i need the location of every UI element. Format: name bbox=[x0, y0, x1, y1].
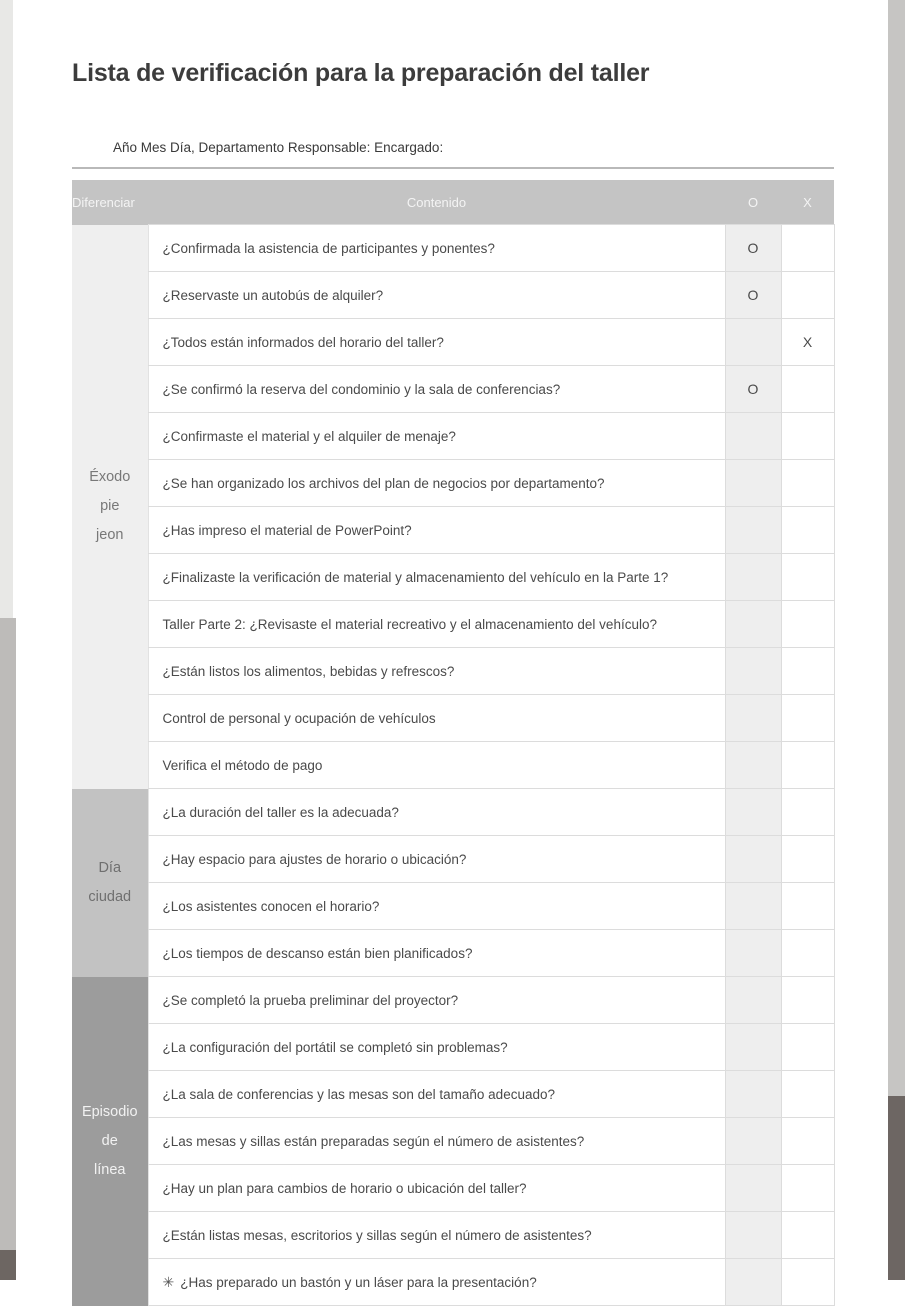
checkbox-cell-o[interactable] bbox=[725, 1259, 781, 1306]
checklist-item-text: ¿Confirmaste el material y el alquiler de menaje? bbox=[148, 413, 725, 460]
column-header-mark-x: X bbox=[781, 180, 834, 225]
table-row bbox=[72, 789, 834, 836]
checkbox-cell-x[interactable] bbox=[781, 413, 834, 460]
column-header-mark-o: O bbox=[725, 180, 781, 225]
checkbox-cell-x[interactable] bbox=[781, 1118, 834, 1165]
checkbox-cell-x[interactable] bbox=[781, 977, 834, 1024]
table-row bbox=[72, 366, 834, 413]
checkbox-cell-x[interactable] bbox=[781, 883, 834, 930]
checkbox-cell-o[interactable] bbox=[725, 413, 781, 460]
table-header-row bbox=[72, 180, 834, 225]
checklist-item-text: ¿Hay un plan para cambios de horario o ubicación del taller? bbox=[148, 1165, 725, 1212]
table-row bbox=[72, 1259, 834, 1306]
checklist-item-text: ¿Se completó la prueba preliminar del proyector? bbox=[148, 977, 725, 1024]
checkbox-cell-x[interactable] bbox=[781, 1071, 834, 1118]
checkbox-cell-x[interactable] bbox=[781, 742, 834, 789]
checkbox-cell-o[interactable] bbox=[725, 883, 781, 930]
table-row bbox=[72, 1118, 834, 1165]
checkbox-cell-x[interactable] bbox=[781, 1165, 834, 1212]
document-page bbox=[16, 0, 888, 1290]
row-group-label: Éxodo pie jeon bbox=[72, 225, 148, 789]
checkbox-cell-o[interactable]: O bbox=[725, 272, 781, 319]
checkbox-cell-o[interactable] bbox=[725, 460, 781, 507]
checkbox-cell-o[interactable] bbox=[725, 507, 781, 554]
page-edge-band-right-bottom bbox=[885, 1096, 905, 1280]
checkbox-cell-o[interactable] bbox=[725, 695, 781, 742]
table-row bbox=[72, 648, 834, 695]
checklist-item-text: ¿La duración del taller es la adecuada? bbox=[148, 789, 725, 836]
checkbox-cell-o[interactable] bbox=[725, 1118, 781, 1165]
table-row bbox=[72, 930, 834, 977]
table-row bbox=[72, 460, 834, 507]
table-row bbox=[72, 883, 834, 930]
checklist-item-text: ¿Están listas mesas, escritorios y sillas según el número de asistentes? bbox=[148, 1212, 725, 1259]
table-row bbox=[72, 225, 834, 272]
page-edge-band-left-top bbox=[0, 0, 13, 622]
checkbox-cell-x[interactable] bbox=[781, 1259, 834, 1306]
column-header-differentiate: Diferenciar bbox=[72, 180, 148, 225]
checkbox-cell-x[interactable]: X bbox=[781, 319, 834, 366]
table-row bbox=[72, 272, 834, 319]
checkbox-cell-o[interactable]: O bbox=[725, 366, 781, 413]
page-edge-band-right-top bbox=[888, 0, 905, 1098]
checkbox-cell-o[interactable] bbox=[725, 977, 781, 1024]
checkbox-cell-x[interactable] bbox=[781, 554, 834, 601]
checkbox-cell-o[interactable] bbox=[725, 554, 781, 601]
checkbox-cell-x[interactable] bbox=[781, 930, 834, 977]
checkbox-cell-x[interactable] bbox=[781, 366, 834, 413]
checkbox-cell-o[interactable] bbox=[725, 789, 781, 836]
checklist-item-text: ✳ ¿Has preparado un bastón y un láser para la presentación? bbox=[148, 1259, 725, 1306]
checkbox-cell-x[interactable] bbox=[781, 648, 834, 695]
checkbox-cell-o[interactable] bbox=[725, 1024, 781, 1071]
checkbox-cell-x[interactable] bbox=[781, 460, 834, 507]
checklist-item-text: ¿Se han organizado los archivos del plan de negocios por departamento? bbox=[148, 460, 725, 507]
checkbox-cell-o[interactable] bbox=[725, 648, 781, 695]
page-edge-band-left-bottom bbox=[0, 618, 16, 1254]
document-meta-line: Año Mes Día, Departamento Responsable: Encargado: bbox=[113, 140, 444, 155]
page-title: Lista de verificación para la preparación del taller bbox=[72, 59, 650, 87]
table-row bbox=[72, 1024, 834, 1071]
checkbox-cell-o[interactable] bbox=[725, 601, 781, 648]
checklist-item-text: ¿Todos están informados del horario del taller? bbox=[148, 319, 725, 366]
checklist-item-text: ¿Las mesas y sillas están preparadas según el número de asistentes? bbox=[148, 1118, 725, 1165]
checklist-item-text: ¿Están listos los alimentos, bebidas y refrescos? bbox=[148, 648, 725, 695]
table-row bbox=[72, 1212, 834, 1259]
meta-divider bbox=[72, 167, 834, 169]
checkbox-cell-x[interactable] bbox=[781, 836, 834, 883]
checkbox-cell-o[interactable]: O bbox=[725, 225, 781, 272]
checkbox-cell-o[interactable] bbox=[725, 1165, 781, 1212]
page-edge-band-left-foot bbox=[0, 1250, 16, 1280]
checkbox-cell-x[interactable] bbox=[781, 225, 834, 272]
checklist-item-text: ¿Reservaste un autobús de alquiler? bbox=[148, 272, 725, 319]
checklist-item-text: ¿Los asistentes conocen el horario? bbox=[148, 883, 725, 930]
checklist-item-text: ¿Confirmada la asistencia de participantes y ponentes? bbox=[148, 225, 725, 272]
checklist-item-text: ¿Los tiempos de descanso están bien planificados? bbox=[148, 930, 725, 977]
checklist-item-text: Control de personal y ocupación de vehículos bbox=[148, 695, 725, 742]
checkbox-cell-x[interactable] bbox=[781, 272, 834, 319]
workshop-checklist-table bbox=[72, 180, 835, 1306]
table-row bbox=[72, 507, 834, 554]
table-row bbox=[72, 413, 834, 460]
checklist-item-text: ¿La configuración del portátil se completó sin problemas? bbox=[148, 1024, 725, 1071]
table-body bbox=[72, 225, 834, 1306]
checkbox-cell-x[interactable] bbox=[781, 789, 834, 836]
table-row bbox=[72, 1165, 834, 1212]
checkbox-cell-o[interactable] bbox=[725, 1212, 781, 1259]
table-row bbox=[72, 695, 834, 742]
checklist-item-text: ¿Finalizaste la verificación de material y almacenamiento del vehículo en la Parte 1? bbox=[148, 554, 725, 601]
table-row bbox=[72, 977, 834, 1024]
table-row bbox=[72, 836, 834, 883]
column-header-content: Contenido bbox=[148, 180, 725, 225]
checkbox-cell-x[interactable] bbox=[781, 695, 834, 742]
table-row bbox=[72, 601, 834, 648]
checklist-item-text: Taller Parte 2: ¿Revisaste el material recreativo y el almacenamiento del vehículo? bbox=[148, 601, 725, 648]
checklist-item-text: ¿Se confirmó la reserva del condominio y la sala de conferencias? bbox=[148, 366, 725, 413]
checkbox-cell-x[interactable] bbox=[781, 1212, 834, 1259]
row-group-label: Episodio de línea bbox=[72, 977, 148, 1306]
checkbox-cell-o[interactable] bbox=[725, 1071, 781, 1118]
checkbox-cell-o[interactable] bbox=[725, 930, 781, 977]
checkbox-cell-x[interactable] bbox=[781, 1024, 834, 1071]
checklist-item-text: ¿Hay espacio para ajustes de horario o ubicación? bbox=[148, 836, 725, 883]
checklist-item-text: ¿Has impreso el material de PowerPoint? bbox=[148, 507, 725, 554]
table-row bbox=[72, 1071, 834, 1118]
checkbox-cell-o[interactable] bbox=[725, 319, 781, 366]
checkbox-cell-x[interactable] bbox=[781, 507, 834, 554]
checklist-item-text: Verifica el método de pago bbox=[148, 742, 725, 789]
table-row bbox=[72, 554, 834, 601]
checkbox-cell-x[interactable] bbox=[781, 601, 834, 648]
checkbox-cell-o[interactable] bbox=[725, 836, 781, 883]
table-row bbox=[72, 319, 834, 366]
checkbox-cell-o[interactable] bbox=[725, 742, 781, 789]
document-body bbox=[72, 0, 834, 1306]
checklist-item-text: ¿La sala de conferencias y las mesas son del tamaño adecuado? bbox=[148, 1071, 725, 1118]
table-row bbox=[72, 742, 834, 789]
asterisk-icon: ✳ bbox=[162, 1273, 175, 1290]
row-group-label: Día ciudad bbox=[72, 789, 148, 977]
